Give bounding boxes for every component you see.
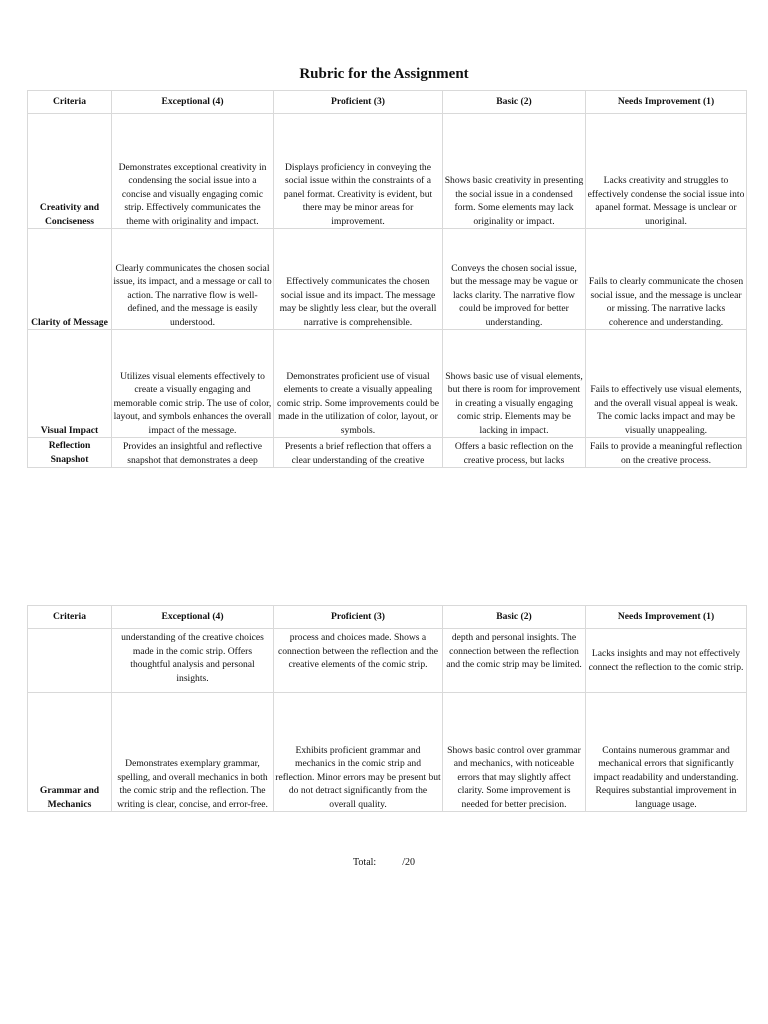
criteria-cell: Visual Impact xyxy=(28,330,112,438)
criteria-cell: Grammar and Mechanics xyxy=(28,693,112,812)
table-row xyxy=(28,114,747,229)
proficient-cell xyxy=(274,438,443,468)
header-proficient: Proficient (3) xyxy=(274,91,443,114)
header-exceptional: Exceptional (4) xyxy=(112,606,274,629)
exceptional-cell: Utilizes visual elements effectively to create a visually engaging and memorable comic strip. The use of color, layout, and symbols enhances the overall impact of the message. xyxy=(112,330,274,438)
header-criteria: Criteria xyxy=(28,91,112,114)
needs-improvement-cell: Fails to effectively use visual elements, and the overall visual appeal is weak. The comic lacks impact and may be visually unappealing. xyxy=(586,330,747,438)
criteria-cell xyxy=(28,629,112,693)
proficient-cell: Effectively communicates the chosen social issue and its impact. The message may be slightly less clear, but the overall narrative is comprehensible. xyxy=(274,229,443,330)
total-value: /20 xyxy=(402,857,415,868)
table-row xyxy=(28,229,747,330)
basic-cell: Shows basic use of visual elements, but there is room for improvement in creating a visually engaging comic strip. Elements may be lacking in impact. xyxy=(443,330,586,438)
header-exceptional: Exceptional (4) xyxy=(112,91,274,114)
exceptional-cell: understanding of the creative choices made in the comic strip. Offers thoughtful analysis and personal insights. xyxy=(112,629,274,693)
table-row xyxy=(28,629,747,693)
header-proficient: Proficient (3) xyxy=(274,606,443,629)
needs-improvement-cell: Contains numerous grammar and mechanical errors that significantly impact readability and understanding. Requires substantial improvement in language usage. xyxy=(586,693,747,812)
table-row xyxy=(28,438,747,468)
criteria-text: Reflection Snapshot xyxy=(48,440,91,465)
header-criteria: Criteria xyxy=(28,606,112,629)
criteria-cell: Clarity of Message xyxy=(28,229,112,330)
basic-cell: depth and personal insights. The connection between the reflection and the comic strip may be limited. xyxy=(443,629,586,693)
basic-cell: Conveys the chosen social issue, but the message may be vague or lacks clarity. The narrative flow could be improved for better understanding. xyxy=(443,229,586,330)
proficient-cell: process and choices made. Shows a connection between the reflection and the creative elements of the comic strip. xyxy=(274,629,443,693)
needs-improvement-text: Fails to provide a meaningful reflection on the creative process. xyxy=(589,441,743,466)
basic-text: Offers a basic reflection on the creative process, but lacks xyxy=(454,441,574,466)
header-basic: Basic (2) xyxy=(443,91,586,114)
exceptional-cell: Demonstrates exceptional creativity in condensing the social issue into a concise and visually engaging comic strip. Effectively communicates the theme with originality and impact. xyxy=(112,114,274,229)
table-header-row xyxy=(28,91,747,114)
criteria-cell xyxy=(28,438,112,468)
rubric-table-page-2 xyxy=(27,605,747,812)
total-score-line xyxy=(0,857,768,868)
basic-cell: Shows basic control over grammar and mechanics, with noticeable errors that may slightly affect clarity. Some improvement is needed for better precision. xyxy=(443,693,586,812)
exceptional-cell xyxy=(112,438,274,468)
document-title: Rubric for the Assignment xyxy=(299,66,469,82)
proficient-cell: Displays proficiency in conveying the social issue within the constraints of a panel format. Creativity is evident, but there may be minor areas for improvement. xyxy=(274,114,443,229)
proficient-text: Presents a brief reflection that offers a clear understanding of the creative xyxy=(284,441,432,466)
exceptional-cell: Demonstrates exemplary grammar, spelling, and overall mechanics in both the comic strip and the reflection. The writing is clear, concise, and error-free. xyxy=(112,693,274,812)
exceptional-cell: Clearly communicates the chosen social issue, its impact, and a message or call to action. The narrative flow is well-defined, and the message is easily understood. xyxy=(112,229,274,330)
header-needs-improvement: Needs Improvement (1) xyxy=(586,606,747,629)
needs-improvement-cell: Fails to clearly communicate the chosen social issue, and the message is unclear or missing. The narrative lacks coherence and understanding. xyxy=(586,229,747,330)
needs-improvement-cell: Lacks creativity and struggles to effectively condense the social issue into apanel format. Message is unclear or unoriginal. xyxy=(586,114,747,229)
header-needs-improvement: Needs Improvement (1) xyxy=(586,91,747,114)
proficient-cell: Exhibits proficient grammar and mechanics in the comic strip and reflection. Minor errors may be present but do not detract significantly from the overall quality. xyxy=(274,693,443,812)
basic-cell xyxy=(443,438,586,468)
criteria-cell: Creativity and Conciseness xyxy=(28,114,112,229)
basic-cell: Shows basic creativity in presenting the social issue in a condensed form. Some elements may lack originality or impact. xyxy=(443,114,586,229)
total-label: Total: xyxy=(353,857,377,868)
header-basic: Basic (2) xyxy=(443,606,586,629)
needs-improvement-cell: Lacks insights and may not effectively connect the reflection to the comic strip. xyxy=(586,629,747,693)
table-row xyxy=(28,693,747,812)
rubric-table-page-1 xyxy=(27,90,747,468)
exceptional-text: Provides an insightful and reflective snapshot that demonstrates a deep xyxy=(122,441,263,466)
table-row xyxy=(28,330,747,438)
proficient-cell: Demonstrates proficient use of visual elements to create a visually appealing comic strip. Some improvements could be made in the utilization of color, layout, or symbols. xyxy=(274,330,443,438)
table-header-row xyxy=(28,606,747,629)
needs-improvement-cell xyxy=(586,438,747,468)
